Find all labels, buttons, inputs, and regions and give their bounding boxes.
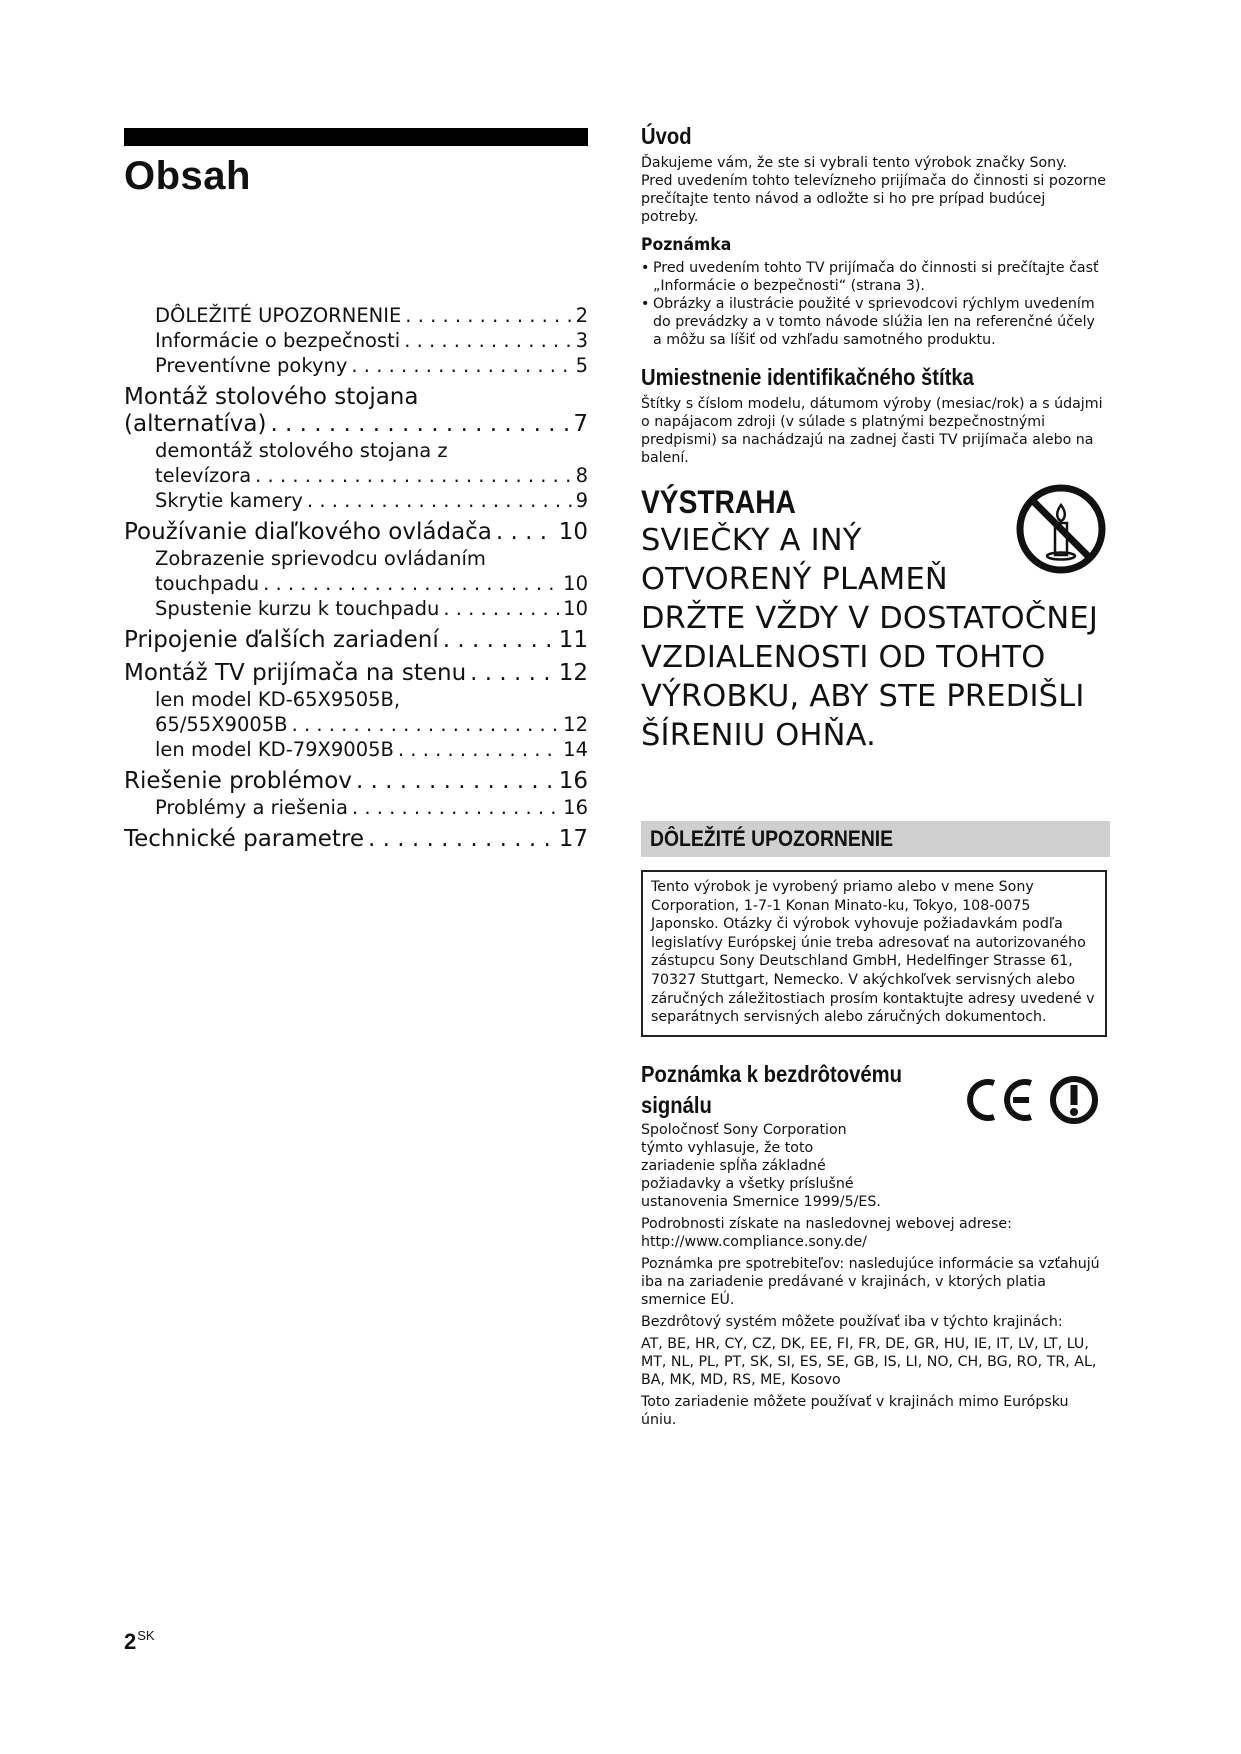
label-location-section xyxy=(641,363,1107,467)
toc-page-number: 10 xyxy=(558,519,588,545)
toc-entry-title-line: len model KD-65X9505B, xyxy=(155,688,401,711)
toc-page-number: 12 xyxy=(558,660,588,686)
ce-mark-icon xyxy=(961,1077,1035,1123)
toc-page-number: 11 xyxy=(558,627,588,653)
toc-entry[interactable] xyxy=(124,546,588,596)
toc-entry-title: Spustenie kurzu k touchpadu xyxy=(155,597,440,620)
toc-entry-title-line: demontáž stolového stojana z xyxy=(155,439,448,462)
toc-dot-leader xyxy=(443,596,559,621)
warning-section xyxy=(641,483,1107,755)
wireless-heading-line1: Poznámka k bezdrôtovému xyxy=(641,1060,902,1087)
table-of-contents xyxy=(124,128,588,853)
page-number xyxy=(124,1628,155,1655)
toc-entry[interactable] xyxy=(124,627,588,654)
wireless-countries-intro: Bezdrôtový systém môžete používať iba v týchto krajinách: xyxy=(641,1313,1063,1330)
wireless-heading-line2: signálu xyxy=(641,1091,712,1118)
intro-thanks: Ďakujeme vám, že ste si vybrali tento výrobok značky Sony. xyxy=(641,155,1068,171)
alert-class-icon xyxy=(1049,1075,1099,1125)
important-notice-box xyxy=(641,870,1107,1037)
toc-dot-leader xyxy=(368,826,555,853)
toc-entry-title: Riešenie problémov xyxy=(124,768,352,794)
label-location-heading: Umiestnenie identifikačného štítka xyxy=(641,364,974,390)
intro-heading: Úvod xyxy=(641,123,692,149)
toc-page-number: 12 xyxy=(563,713,588,736)
toc-entry-title-line: Montáž stolového stojana xyxy=(124,384,419,410)
toc-entry-title: 65/55X9005B xyxy=(155,713,288,736)
toc-dot-leader xyxy=(351,353,571,378)
toc-entry-title: Používanie diaľkového ovládača xyxy=(124,519,492,545)
toc-entry[interactable] xyxy=(124,687,588,737)
warning-title: VÝSTRAHA xyxy=(641,484,796,520)
wireless-consumer-note: Poznámka pre spotrebiteľov: nasledujúce informácie sa vzťahujú iba na zariadenie predávané v krajinách, v ktorých platia smernice EÚ. xyxy=(641,1255,1100,1308)
warning-line: ŠÍRENIU OHŇA. xyxy=(641,718,877,753)
toc-entry-title: Preventívne pokyny xyxy=(155,354,348,377)
toc-page-number: 2 xyxy=(575,304,588,327)
toc-dot-leader xyxy=(292,712,560,737)
important-heading: DÔLEŽITÉ UPOZORNENIE xyxy=(650,826,894,851)
language-code: SK xyxy=(137,1628,155,1643)
label-location-text: Štítky s číslom modelu, dátumom výroby (mesiac/rok) a s údajmi o napájacom zdroji (v súlade s platnými bezpečnostnými predpismi) sa nachádzajú na zadnej časti TV prijímača alebo na balení. xyxy=(641,396,1103,466)
wireless-section xyxy=(641,1059,1107,1429)
warning-line: SVIEČKY A INÝ xyxy=(641,523,862,558)
toc-dot-leader xyxy=(263,571,559,596)
toc-page-number: 14 xyxy=(563,738,588,761)
toc-page-number: 16 xyxy=(563,796,588,819)
warning-line: VÝROBKU, ABY STE PREDIŠLI xyxy=(641,679,1085,714)
warning-line: VZDIALENOSTI OD TOHTO xyxy=(641,640,1046,675)
wireless-declaration: Spoločnosť Sony Corporation týmto vyhlasuje, že toto zariadenie spĺňa základné požiadavky a všetky príslušné ustanovenia Smernice 1999/5/ES. xyxy=(641,1121,881,1210)
toc-dot-leader xyxy=(405,303,571,328)
toc-dot-leader xyxy=(470,660,555,687)
toc-page-number: 10 xyxy=(563,572,588,595)
no-candle-icon xyxy=(1015,483,1107,575)
toc-entry-title: DÔLEŽITÉ UPOZORNENIE xyxy=(155,304,402,327)
toc-entry[interactable] xyxy=(124,353,588,378)
toc-entry-title: Pripojenie ďalších zariadení xyxy=(124,627,439,653)
important-text: Tento výrobok je vyrobený priamo alebo v mene Sony Corporation, 1-7-1 Konan Minato-ku, Tokyo, 108-0075 Japonsko. Otázky či výrobok vyhovuje požiadavkám podľa legislatívy Európskej únie treba adresovať na autorizovaného zástupcu Sony Deutschland GmbH, Hedelfinger Strasse 61, 70327 Stuttgart, Nemecko. V akýchkoľvek servisných alebo záručných záležitostiach prosím kontaktujte adresy uvedené v separátnych servisných alebo záručných dokumentoch. xyxy=(651,879,1095,1026)
toc-entry-title: televízora xyxy=(155,464,252,487)
toc-dot-leader xyxy=(352,795,559,820)
toc-entry[interactable] xyxy=(124,519,588,546)
toc-page-number: 16 xyxy=(558,768,588,794)
toc-page-number: 17 xyxy=(558,826,588,852)
toc-entry-title: Technické parametre xyxy=(124,826,365,852)
toc-dot-leader xyxy=(255,463,571,488)
toc-page-number: 10 xyxy=(563,597,588,620)
toc-entry[interactable] xyxy=(124,737,588,762)
toc-entry-title: (alternatíva) xyxy=(124,411,267,437)
toc-entry-title-line: Zobrazenie sprievodcu ovládaním xyxy=(155,547,486,570)
toc-page-number: 5 xyxy=(575,354,588,377)
toc-entry[interactable] xyxy=(124,384,588,438)
note-heading: Poznámka xyxy=(641,235,732,255)
intro-section xyxy=(641,122,1107,349)
toc-entry-title: Informácie o bezpečnosti xyxy=(155,329,401,352)
toc-entry[interactable] xyxy=(124,488,588,513)
toc-entry-title: len model KD-79X9005B xyxy=(155,738,394,761)
note-item: • Obrázky a ilustrácie použité v sprievodcovi rýchlym uvedením do prevádzky a v tomto návode slúžia len na referenčné účely a môžu sa líšiť od vzhľadu samotného produktu. xyxy=(641,295,1107,349)
toc-dot-leader xyxy=(307,488,572,513)
toc-page-number: 9 xyxy=(575,489,588,512)
toc-entry-title: Skrytie kamery xyxy=(155,489,303,512)
toc-page-number: 8 xyxy=(575,464,588,487)
toc-dot-leader xyxy=(356,768,555,795)
toc-dot-leader xyxy=(443,627,555,654)
toc-entry[interactable] xyxy=(124,795,588,820)
toc-entry[interactable] xyxy=(124,328,588,353)
note-item: • Pred uvedením tohto TV prijímača do činnosti si prečítajte časť „Informácie o bezpečnosti“ (strana 3). xyxy=(641,259,1107,295)
toc-entry[interactable] xyxy=(124,826,588,853)
warning-line: OTVORENÝ PLAMEŇ xyxy=(641,562,948,597)
compliance-marks xyxy=(961,1075,1099,1125)
warning-line: DRŽTE VŽDY V DOSTATOČNEJ xyxy=(641,601,1099,636)
right-column xyxy=(641,122,1107,1429)
toc-entry-title: touchpadu xyxy=(155,572,260,595)
toc-dot-leader xyxy=(404,328,571,353)
toc-dot-leader xyxy=(496,519,555,546)
important-heading-bar xyxy=(641,821,1110,857)
toc-entry[interactable] xyxy=(124,303,588,328)
toc-page-number: 3 xyxy=(575,329,588,352)
toc-title: Obsah xyxy=(124,154,251,198)
wireless-countries-list: AT, BE, HR, CY, CZ, DK, EE, FI, FR, DE, GR, HU, IE, IT, LV, LT, LU, MT, NL, PL, PT, SK, SI, ES, SE, GB, IS, LI, NO, CH, BG, RO, TR, AL, BA, MK, MD, RS, ME, Kosovo xyxy=(641,1335,1097,1388)
toc-entry[interactable] xyxy=(124,660,588,687)
toc-entry[interactable] xyxy=(124,768,588,795)
toc-entry[interactable] xyxy=(124,438,588,488)
page-number-value: 2 xyxy=(124,1629,137,1654)
toc-entry[interactable] xyxy=(124,596,588,621)
toc-dot-leader xyxy=(398,737,559,762)
title-rule xyxy=(124,128,588,146)
wireless-url-info: Podrobnosti získate na nasledovnej webovej adrese: http://www.compliance.sony.de/ xyxy=(641,1215,1012,1250)
toc-entry-title: Problémy a riešenia xyxy=(155,796,348,819)
toc-page-number: 7 xyxy=(573,411,588,437)
toc-entry-title: Montáž TV prijímača na stenu xyxy=(124,660,467,686)
toc-list xyxy=(124,303,588,853)
intro-instructions: Pred uvedením tohto televízneho prijímača do činnosti si pozorne prečítajte tento návod a odložte si ho pre prípad budúcej potreby. xyxy=(641,173,1106,225)
wireless-outside-eu: Toto zariadenie môžete používať v krajinách mimo Európsku úniu. xyxy=(641,1393,1069,1428)
toc-dot-leader xyxy=(270,411,569,438)
